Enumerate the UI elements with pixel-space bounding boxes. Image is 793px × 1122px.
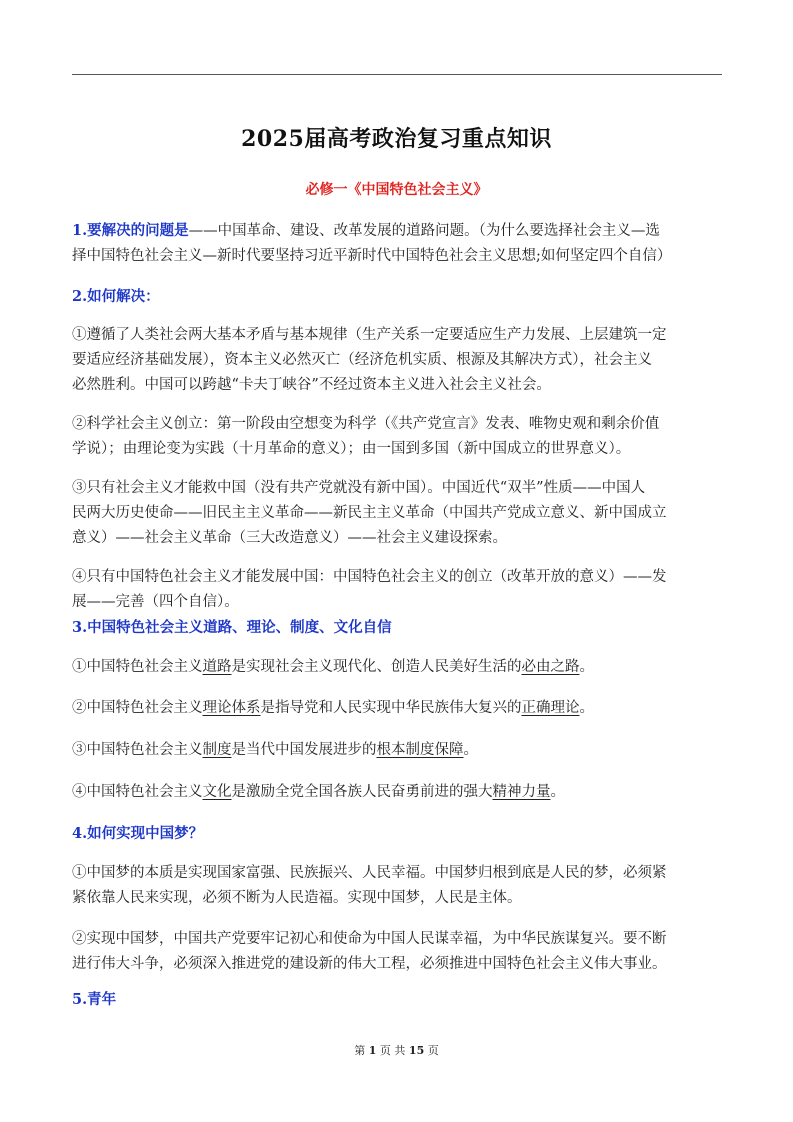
paragraph-line: ①遵循了人类社会两大基本矛盾与基本规律（生产关系一定要适应生产力发展、上层建筑一定 [72,327,667,343]
page-title: 2025届高考政治复习重点知识 [241,126,552,152]
paragraph-line: 必然胜利。中国可以跨越“卡夫丁峡谷”不经过资本主义进入社会主义社会。 [72,377,551,393]
item-text: ③中国特色社会主义 [72,742,203,758]
paragraph-line: ①中国梦的本质是实现国家富强、民族振兴、人民幸福。中国梦归根到底是人民的梦，必须紧 [72,865,667,881]
section-3-item-4 [72,780,722,805]
section-subtitle: 必修一《中国特色社会主义》 [305,182,488,198]
section-1-line-2: 择中国特色社会主义—新时代要坚持习近平新时代中国特色社会主义思想;如何坚定四个自信） [72,248,672,264]
item-text: 是指导党和人民实现中华民族伟大复兴的 [260,700,522,716]
underlined-term: 必由之路 [521,659,580,675]
section-3-item-1 [72,655,722,680]
item-text: ②中国特色社会主义 [72,700,203,716]
underlined-term: 精神力量 [492,784,551,800]
section-1-text: ——中国革命、建设、改革发展的道路问题。（为什么要选择社会主义—选 [188,223,660,239]
footer-text: 第 [354,1044,366,1057]
item-text: ①中国特色社会主义 [72,659,203,675]
page-footer [0,1042,793,1058]
item-text: 是当代中国发展进步的 [231,742,377,758]
item-text: 是实现社会主义现代化、创造人民美好生活的 [231,659,522,675]
footer-text: 页 共 [379,1044,406,1057]
paragraph-line: 紧依靠人民来实现，必须不断为人民造福。实现中国梦，人民是主体。 [72,890,522,906]
underlined-term: 理论体系 [202,700,261,716]
section-4-paragraph-2 [72,927,722,977]
item-text: 。 [550,784,565,800]
paragraph-line: ③只有社会主义才能救中国（没有共产党就没有新中国）。中国近代“双半”性质——中国人 [72,480,646,496]
paragraph-line: 展——完善（四个自信）。 [72,594,239,610]
item-text: 。 [579,700,594,716]
section-4-paragraph-1 [72,861,722,911]
underlined-term: 根本制度保障 [376,742,464,758]
paragraph-line: ②科学社会主义创立：第一阶段由空想变为科学（《共产党宣言》发表、唯物史观和剩余价值 [72,416,660,432]
underlined-term: 道路 [202,659,232,675]
section-3-heading: 3.中国特色社会主义道路、理论、制度、文化自信 [72,619,392,636]
paragraph-line: 民两大历史使命——旧民主主义革命——新民主主义革命（中国共产党成立意义、新中国成立 [72,505,667,521]
paragraph-line: 进行伟大斗争，必须深入推进党的建设新的伟大工程，必须推进中国特色社会主义伟大事业。 [72,956,667,972]
section-3-item-2 [72,696,722,721]
section-1 [72,218,722,269]
section-2-paragraph-4 [72,565,722,615]
footer-text: 页 [427,1044,439,1057]
section-2-paragraph-2 [72,412,722,462]
section-2-paragraph-3 [72,476,722,551]
paragraph-line: ④只有中国特色社会主义才能发展中国：中国特色社会主义的创立（改革开放的意义）——发 [72,569,667,585]
paragraph-line: 学说）；由理论变为实践（十月革命的意义）；由一国到多国（新中国成立的世界意义）。 [72,441,631,457]
underlined-term: 文化 [202,784,232,800]
underlined-term: 正确理论 [521,700,580,716]
paragraph-line: 意义）——社会主义革命（三大改造意义）——社会主义建设探索。 [72,530,507,546]
section-4-heading: 4.如何实现中国梦？ [72,825,204,842]
section-1-line-1 [72,218,722,244]
section-2-heading: 2.如何解决： [72,288,160,305]
section-5-heading: 5.青年 [72,991,117,1008]
header-rule [72,74,722,75]
item-text: ④中国特色社会主义 [72,784,203,800]
section-3-item-3 [72,738,722,763]
section-1-heading: 1.要解决的问题是 [72,222,189,239]
section-2-paragraph-1 [72,323,722,398]
paragraph-line: 要适应经济基础发展），资本主义必然灭亡（经济危机实质、根源及其解决方式），社会主义 [72,352,652,368]
footer-total-pages: 15 [408,1044,425,1057]
item-text: 是激励全党全国各族人民奋勇前进的强大 [231,784,493,800]
item-text: 。 [579,659,594,675]
footer-page-number: 1 [368,1044,377,1057]
underlined-term: 制度 [202,742,232,758]
item-text: 。 [463,742,478,758]
paragraph-line: ②实现中国梦，中国共产党要牢记初心和使命为中国人民谋幸福，为中华民族谋复兴。要不断 [72,931,667,947]
